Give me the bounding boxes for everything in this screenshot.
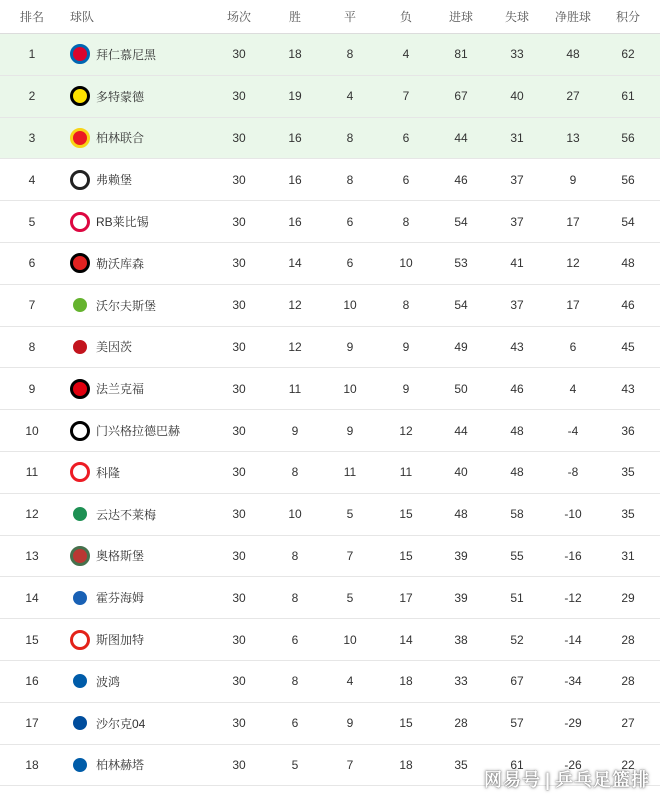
- cell-drawn: 10: [343, 381, 357, 396]
- cell-goal-difference: 6: [569, 339, 577, 354]
- cell-rank: 5: [28, 214, 36, 229]
- cell-rank: 8: [28, 339, 36, 354]
- cell-goal-difference: 4: [569, 381, 577, 396]
- cell-goals-for: 49: [454, 339, 468, 354]
- cell-goal-difference: -4: [567, 423, 579, 438]
- cell-goals-for: 38: [454, 632, 468, 647]
- cell-played: 30: [232, 47, 246, 62]
- cell-goal-difference: 17: [566, 214, 580, 229]
- cell-goal-difference: -14: [564, 632, 582, 647]
- cell-rank: 16: [25, 674, 39, 689]
- cell-rank: 9: [28, 381, 36, 396]
- cell-points: 28: [621, 632, 635, 647]
- leipzig-badge-icon: [70, 212, 90, 232]
- cell-goal-difference: 12: [566, 256, 580, 271]
- cell-drawn: 4: [346, 674, 354, 689]
- gladbach-badge-icon: [70, 421, 90, 441]
- cell-drawn: 7: [346, 757, 354, 772]
- header-team[interactable]: 球队: [70, 10, 95, 24]
- cell-goals-against: 37: [510, 172, 524, 187]
- augsburg-badge-icon: [70, 546, 90, 566]
- team-name[interactable]: 沃尔夫斯堡: [96, 298, 157, 313]
- cell-played: 30: [232, 89, 246, 104]
- table-row[interactable]: [0, 703, 660, 745]
- cell-played: 30: [232, 757, 246, 772]
- header-goals-for[interactable]: 进球: [448, 10, 473, 24]
- cell-lost: 17: [399, 590, 413, 605]
- cell-won: 8: [291, 674, 299, 689]
- cell-won: 8: [291, 590, 299, 605]
- cell-team[interactable]: [70, 368, 230, 409]
- table-row[interactable]: [0, 327, 660, 369]
- cell-lost: 6: [402, 130, 410, 145]
- cell-played: 30: [232, 214, 246, 229]
- cell-won: 16: [288, 130, 302, 145]
- cell-team[interactable]: [70, 410, 230, 451]
- cell-goals-against: 67: [510, 674, 524, 689]
- cell-goal-difference: 27: [566, 89, 580, 104]
- cell-goals-for: 54: [454, 298, 468, 313]
- dortmund-badge-icon: [70, 86, 90, 106]
- cell-goals-for: 35: [454, 757, 468, 772]
- cell-goals-for: 46: [454, 172, 468, 187]
- cell-played: 30: [232, 674, 246, 689]
- cell-won: 9: [291, 423, 299, 438]
- cell-won: 14: [288, 256, 302, 271]
- cell-goals-for: 48: [454, 507, 468, 522]
- union-berlin-badge-icon: [70, 128, 90, 148]
- cell-played: 30: [232, 507, 246, 522]
- cell-rank: 3: [28, 130, 36, 145]
- cell-played: 30: [232, 716, 246, 731]
- cell-goals-for: 44: [454, 130, 468, 145]
- cell-rank: 4: [28, 172, 36, 187]
- cell-team[interactable]: [70, 34, 230, 75]
- cell-rank: 18: [25, 757, 39, 772]
- cell-played: 30: [232, 256, 246, 271]
- cell-goals-against: 43: [510, 339, 524, 354]
- freiburg-badge-icon: [70, 170, 90, 190]
- cell-rank: 17: [25, 716, 39, 731]
- cell-team[interactable]: [70, 118, 230, 159]
- cell-goals-against: 55: [510, 548, 524, 563]
- cell-goals-against: 40: [510, 89, 524, 104]
- team-name[interactable]: 沙尔克04: [96, 716, 146, 731]
- cell-played: 30: [232, 548, 246, 563]
- team-name[interactable]: 美因茨: [96, 340, 133, 355]
- cell-goal-difference: 48: [566, 47, 580, 62]
- watermark: [484, 766, 650, 792]
- cell-goals-against: 46: [510, 381, 524, 396]
- cell-goals-against: 33: [510, 47, 524, 62]
- cell-drawn: 11: [343, 465, 357, 480]
- cell-won: 11: [288, 381, 302, 396]
- cell-lost: 8: [402, 298, 410, 313]
- cell-rank: 15: [25, 632, 39, 647]
- cell-played: 30: [232, 423, 246, 438]
- cell-team[interactable]: [70, 745, 230, 786]
- cell-rank: 6: [28, 256, 36, 271]
- table-row[interactable]: [0, 243, 660, 285]
- cell-team[interactable]: [70, 76, 230, 117]
- cell-played: 30: [232, 632, 246, 647]
- cell-won: 6: [291, 716, 299, 731]
- cell-drawn: 9: [346, 423, 354, 438]
- cell-rank: 1: [28, 47, 36, 62]
- cell-team[interactable]: [70, 619, 230, 660]
- cell-drawn: 6: [346, 214, 354, 229]
- cell-goals-against: 37: [510, 298, 524, 313]
- bochum-badge-icon: [70, 671, 90, 691]
- header-drawn[interactable]: 平: [343, 10, 356, 24]
- team-name[interactable]: 云达不莱梅: [96, 507, 157, 522]
- team-name[interactable]: 斯图加特: [96, 633, 145, 648]
- cell-points: 45: [621, 339, 635, 354]
- watermark-separator: |: [544, 770, 551, 790]
- watermark-source: 网易号: [483, 770, 541, 790]
- cell-played: 30: [232, 298, 246, 313]
- cell-goals-for: 54: [454, 214, 468, 229]
- cell-points: 46: [621, 298, 635, 313]
- table-body: [0, 34, 660, 786]
- cell-lost: 9: [402, 339, 410, 354]
- cell-drawn: 10: [343, 298, 357, 313]
- cell-team[interactable]: [70, 243, 230, 284]
- header-lost[interactable]: 负: [399, 10, 412, 24]
- cell-goals-against: 48: [510, 423, 524, 438]
- bayern-badge-icon: [70, 44, 90, 64]
- cell-goals-against: 41: [510, 256, 524, 271]
- cell-played: 30: [232, 130, 246, 145]
- cell-goal-difference: 9: [569, 172, 577, 187]
- header-rank[interactable]: 排名: [19, 10, 44, 24]
- cell-won: 8: [291, 465, 299, 480]
- cell-goals-for: 50: [454, 381, 468, 396]
- cell-goal-difference: -26: [564, 757, 582, 772]
- cell-played: 30: [232, 465, 246, 480]
- cell-team[interactable]: [70, 577, 230, 618]
- cell-lost: 15: [399, 507, 413, 522]
- team-name[interactable]: 拜仁慕尼黑: [96, 47, 157, 62]
- cell-goals-against: 37: [510, 214, 524, 229]
- cell-rank: 11: [25, 465, 39, 480]
- header-goal-difference[interactable]: 净胜球: [554, 10, 591, 24]
- cell-rank: 2: [28, 89, 36, 104]
- cell-won: 5: [291, 757, 299, 772]
- cell-won: 8: [291, 548, 299, 563]
- cell-drawn: 7: [346, 548, 354, 563]
- cell-goals-for: 67: [454, 89, 468, 104]
- cell-played: 30: [232, 381, 246, 396]
- table-row[interactable]: [0, 452, 660, 494]
- cell-lost: 18: [399, 757, 413, 772]
- team-name[interactable]: 多特蒙德: [96, 89, 145, 104]
- cell-goals-for: 39: [454, 590, 468, 605]
- team-name[interactable]: 波鸿: [96, 674, 121, 689]
- cell-played: 30: [232, 172, 246, 187]
- cell-goals-for: 44: [454, 423, 468, 438]
- cell-drawn: 6: [346, 256, 354, 271]
- cell-lost: 15: [399, 716, 413, 731]
- table-row[interactable]: [0, 118, 660, 160]
- cell-goals-for: 28: [454, 716, 468, 731]
- cell-drawn: 10: [343, 632, 357, 647]
- table-row[interactable]: [0, 368, 660, 410]
- team-name[interactable]: 弗赖堡: [96, 173, 133, 188]
- cell-goal-difference: -29: [564, 716, 582, 731]
- table-row[interactable]: [0, 201, 660, 243]
- cell-drawn: 5: [346, 590, 354, 605]
- header-points[interactable]: 积分: [615, 10, 640, 24]
- cell-lost: 7: [402, 89, 410, 104]
- cell-goals-for: 33: [454, 674, 468, 689]
- table-row[interactable]: [0, 661, 660, 703]
- cell-team[interactable]: [70, 201, 230, 242]
- cell-team[interactable]: [70, 159, 230, 200]
- cell-points: 43: [621, 381, 635, 396]
- table-row[interactable]: [0, 577, 660, 619]
- bremen-badge-icon: [70, 504, 90, 524]
- cell-points: 56: [621, 172, 635, 187]
- cell-lost: 9: [402, 381, 410, 396]
- stuttgart-badge-icon: [70, 630, 90, 650]
- cell-goals-against: 58: [510, 507, 524, 522]
- cell-lost: 10: [399, 256, 413, 271]
- cell-points: 54: [621, 214, 635, 229]
- team-name[interactable]: 霍芬海姆: [96, 591, 145, 606]
- cell-won: 12: [288, 339, 302, 354]
- cell-points: 36: [621, 423, 635, 438]
- cell-lost: 11: [399, 465, 413, 480]
- cell-points: 22: [621, 757, 635, 772]
- cell-won: 16: [288, 172, 302, 187]
- cell-goal-difference: 13: [566, 130, 580, 145]
- cell-goals-against: 61: [510, 757, 524, 772]
- cell-goals-for: 81: [454, 47, 468, 62]
- cell-lost: 6: [402, 172, 410, 187]
- cell-goals-against: 52: [510, 632, 524, 647]
- schalke-badge-icon: [70, 713, 90, 733]
- team-name[interactable]: 柏林赫塔: [96, 758, 145, 773]
- cell-goal-difference: -16: [564, 548, 582, 563]
- leverkusen-badge-icon: [70, 253, 90, 273]
- cell-points: 27: [621, 716, 635, 731]
- frankfurt-badge-icon: [70, 379, 90, 399]
- team-name[interactable]: 法兰克福: [96, 382, 145, 397]
- wolfsburg-badge-icon: [70, 295, 90, 315]
- cell-drawn: 9: [346, 339, 354, 354]
- cell-rank: 7: [28, 298, 36, 313]
- cell-drawn: 8: [346, 172, 354, 187]
- header-goals-against[interactable]: 失球: [504, 10, 529, 24]
- cell-rank: 12: [25, 507, 39, 522]
- cell-goal-difference: 17: [566, 298, 580, 313]
- cell-team[interactable]: [70, 661, 230, 702]
- cell-won: 10: [288, 507, 302, 522]
- cell-lost: 18: [399, 674, 413, 689]
- hoffenheim-badge-icon: [70, 588, 90, 608]
- cell-played: 30: [232, 590, 246, 605]
- cell-goal-difference: -34: [564, 674, 582, 689]
- table-row[interactable]: [0, 159, 660, 201]
- cell-drawn: 4: [346, 89, 354, 104]
- cell-goals-against: 51: [510, 590, 524, 605]
- cell-team[interactable]: [70, 703, 230, 744]
- cell-points: 29: [621, 590, 635, 605]
- table-row[interactable]: [0, 34, 660, 76]
- header-won[interactable]: 胜: [288, 10, 301, 24]
- cell-points: 35: [621, 507, 635, 522]
- cell-goals-for: 39: [454, 548, 468, 563]
- cell-points: 48: [621, 256, 635, 271]
- header-played[interactable]: 场次: [226, 10, 251, 24]
- cell-goals-for: 53: [454, 256, 468, 271]
- table-row[interactable]: [0, 410, 660, 452]
- cell-rank: 14: [25, 590, 39, 605]
- cell-goal-difference: -8: [567, 465, 579, 480]
- mainz-badge-icon: [70, 337, 90, 357]
- team-name[interactable]: 科隆: [96, 465, 121, 480]
- team-name[interactable]: 勒沃库森: [96, 256, 145, 271]
- cell-team[interactable]: [70, 536, 230, 577]
- cell-won: 16: [288, 214, 302, 229]
- cell-goal-difference: -10: [564, 507, 582, 522]
- cell-lost: 14: [399, 632, 413, 647]
- team-name[interactable]: 柏林联合: [96, 131, 145, 146]
- cell-team[interactable]: [70, 327, 230, 368]
- cell-team[interactable]: [70, 494, 230, 535]
- cell-drawn: 9: [346, 716, 354, 731]
- cell-goals-against: 57: [510, 716, 524, 731]
- hertha-badge-icon: [70, 755, 90, 775]
- cell-lost: 8: [402, 214, 410, 229]
- cell-goals-against: 48: [510, 465, 524, 480]
- cell-won: 12: [288, 298, 302, 313]
- table-row[interactable]: [0, 285, 660, 327]
- table-row[interactable]: [0, 536, 660, 578]
- cell-points: 35: [621, 465, 635, 480]
- cell-points: 62: [621, 47, 635, 62]
- team-name[interactable]: 奥格斯堡: [96, 549, 145, 564]
- table-row[interactable]: [0, 76, 660, 118]
- cell-played: 30: [232, 339, 246, 354]
- table-row[interactable]: [0, 494, 660, 536]
- cell-lost: 15: [399, 548, 413, 563]
- cell-won: 18: [288, 47, 302, 62]
- cell-goals-for: 40: [454, 465, 468, 480]
- cell-lost: 4: [402, 47, 410, 62]
- cell-points: 61: [621, 89, 635, 104]
- cell-team[interactable]: [70, 452, 230, 493]
- cell-rank: 13: [25, 548, 39, 563]
- cell-points: 56: [621, 130, 635, 145]
- cell-points: 31: [621, 548, 635, 563]
- cell-goals-against: 31: [510, 130, 524, 145]
- cell-drawn: 5: [346, 507, 354, 522]
- cell-drawn: 8: [346, 47, 354, 62]
- cell-rank: 10: [25, 423, 39, 438]
- cell-points: 28: [621, 674, 635, 689]
- cell-won: 6: [291, 632, 299, 647]
- cell-won: 19: [288, 89, 302, 104]
- watermark-author: 乒乓足篮排: [555, 770, 650, 790]
- team-name[interactable]: 门兴格拉德巴赫: [96, 424, 181, 439]
- koln-badge-icon: [70, 462, 90, 482]
- cell-goal-difference: -12: [564, 590, 582, 605]
- table-row[interactable]: [0, 619, 660, 661]
- team-name[interactable]: RB莱比锡: [96, 215, 149, 230]
- cell-lost: 12: [399, 423, 413, 438]
- table-header: [0, 0, 660, 34]
- cell-drawn: 8: [346, 130, 354, 145]
- cell-team[interactable]: [70, 285, 230, 326]
